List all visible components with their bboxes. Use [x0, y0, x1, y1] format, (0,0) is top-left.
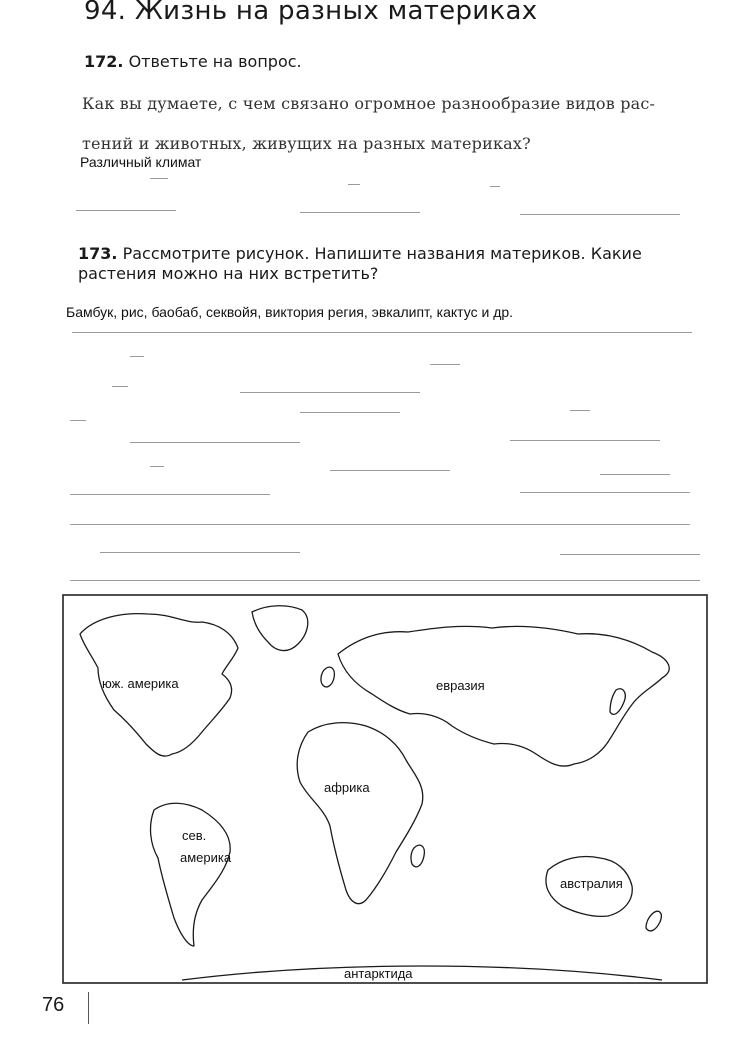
map-label-eurasia: евразия [436, 678, 485, 693]
task-173-instruction: Рассмотрите рисунок. Напишите названия материков. Какие растения можно на них встретить? [78, 244, 642, 283]
writing-line-dash [130, 356, 144, 357]
world-map [62, 594, 708, 984]
writing-line-dash [300, 412, 400, 413]
writing-line-dash [560, 554, 700, 555]
antarctica-outline [182, 966, 662, 980]
british-isles-outline [321, 667, 334, 687]
writing-line-dash [520, 214, 680, 215]
map-border [63, 595, 707, 983]
writing-line-dash [490, 186, 500, 187]
map-label-north-america: юж. америка [102, 676, 179, 691]
task-173-header [78, 244, 718, 284]
writing-line-dash [348, 184, 360, 185]
map-label-antarctica: антарктида [344, 966, 413, 981]
task-172-instruction: Ответьте на вопрос. [128, 52, 302, 71]
south-america-outline [151, 803, 231, 946]
new-zealand-outline [646, 911, 661, 931]
writing-line-dash [510, 440, 660, 441]
map-label-south-america-line-2: америка [180, 850, 232, 865]
task-172-header [84, 52, 302, 71]
page-margin-tick [88, 992, 89, 1024]
writing-line-dash [70, 580, 700, 581]
writing-line-dash [430, 364, 460, 365]
writing-line-dash [150, 178, 168, 179]
writing-line-dash [600, 474, 670, 475]
page-number: 76 [42, 994, 65, 1016]
writing-line-dash [150, 466, 164, 467]
writing-line-dash [330, 470, 450, 471]
writing-line-dash [70, 524, 690, 525]
writing-line-dash [300, 212, 420, 213]
map-label-australia: австралия [560, 876, 623, 891]
writing-line-dash [570, 410, 590, 411]
writing-line-dash [130, 442, 300, 443]
japan-outline [610, 689, 625, 715]
map-label-south-america-line-1: сев. [182, 828, 207, 843]
writing-line-dash [520, 492, 690, 493]
writing-line-dash [76, 210, 176, 211]
task-173-number: 173. [78, 244, 118, 263]
eurasia-outline [338, 626, 669, 766]
section-title: 94. Жизнь на разных материках [84, 0, 538, 26]
greenland-outline [252, 606, 308, 651]
task-172-answer: Различный климат [80, 154, 202, 170]
task-172-number: 172. [84, 52, 124, 71]
task-172-question-line-2: тений и животных, живущих на разных материках? [82, 134, 531, 153]
writing-line-dash [70, 494, 270, 495]
map-label-africa: африка [324, 780, 370, 795]
writing-line-dash [100, 552, 300, 553]
writing-line-dash [240, 392, 420, 393]
madagascar-outline [411, 845, 424, 867]
task-172-question-line-1: Как вы думаете, с чем связано огромное разнообразие видов рас- [82, 94, 656, 113]
writing-line-dash [70, 420, 86, 421]
africa-outline [297, 723, 423, 904]
writing-line-dash [112, 386, 128, 387]
writing-line-dash [72, 332, 692, 333]
task-173-answer: Бамбук, рис, баобаб, секвойя, виктория регия, эвкалипт, кактус и др. [66, 304, 514, 320]
